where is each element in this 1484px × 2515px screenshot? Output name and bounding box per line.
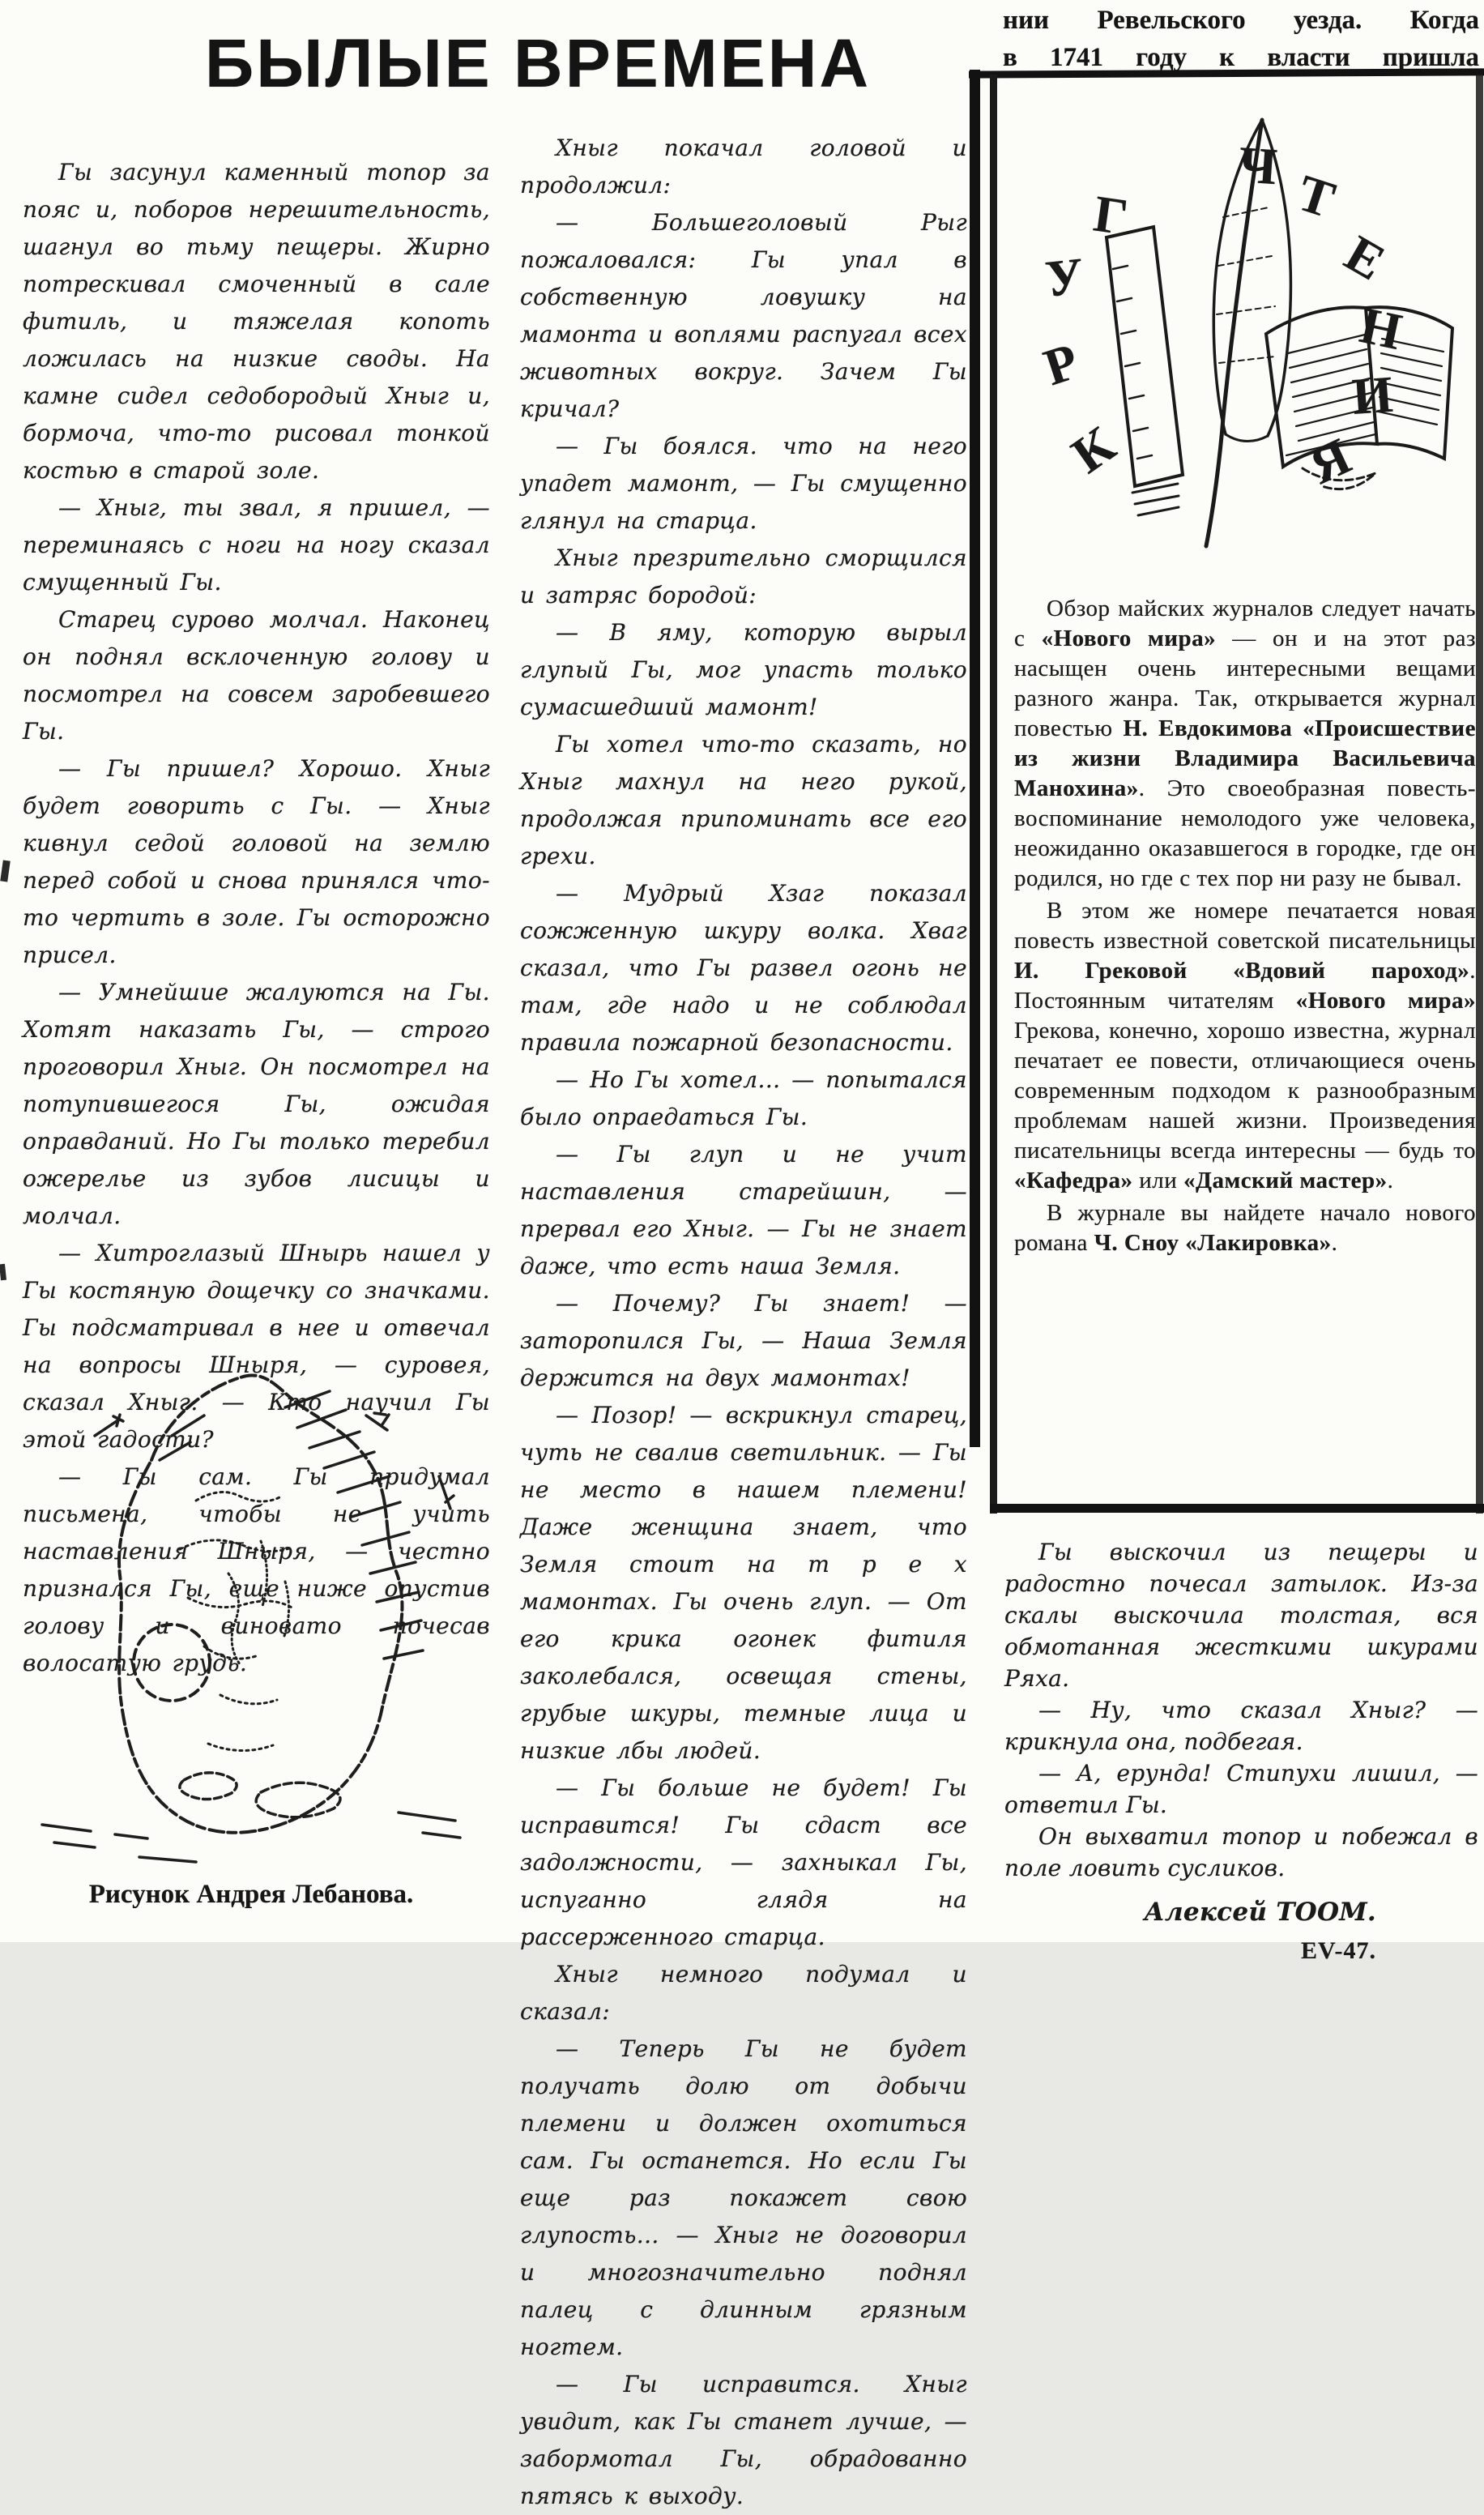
paragraph: — В яму, которую вырыл глупый Гы, мог упасть только сумасшедший мамонт!: [520, 619, 967, 720]
paragraph: — Позор! — вскрикнул старец, чуть не свалив светильник. — Гы не место в нашем племени! Даже женщина знает, что Земля стоит на т р е х мамонтах. Гы очень глуп. — От его крика огонек фитиля заколебался, освещая стены, грубые шкуры, темные лица и низкие лбы людей.: [520, 1402, 967, 1764]
paragraph: — Гы пришел? Хорошо. Хныг будет говорить с Гы. — Хныг кивнул седой головой на землю перед собой и снова принялся что-то чертить в золе. Гы осторожно присел.: [23, 755, 490, 968]
ending-paragraphs: [1004, 1536, 1478, 1884]
paragraph: В этом же номере печатается новая повесть известной советской писательницы И. Грековой «Вдовий пароход». Постоянным читателям «Нового мира» Грекова, конечно, хорошо известна, журнал печатает ее повести, отличающиеся очень современным подходом к разнообразным проблемам нашей жизни. Произведения писательницы всегда интересны — будь то «Кафедра» или «Дамский мастер».: [1014, 898, 1477, 1193]
paragraph: — Гы глуп и не учит наставления старейшин, — прервал его Хныг. — Гы не знает даже, что есть наша Земля.: [520, 1141, 967, 1279]
emblem-letter: Р: [1037, 331, 1085, 397]
emblem-letter: Е: [1336, 224, 1395, 292]
story-ending-block: [1004, 1536, 1478, 1966]
paragraph: — Мудрый Хзаг показал сожженную шкуру волка. Хваг сказал, что Гы развел огонь не там, где надо и не соблюдал правила пожарной безопасности.: [520, 880, 967, 1056]
paragraph: — Хныг, ты звал, я пришел, — переминаясь с ноги на ногу сказал смущенный Гы.: [23, 494, 490, 596]
emblem-letter: Г: [1090, 184, 1132, 246]
paragraph: — А, ерунда! Стипухи лишил, — ответил Гы.: [1004, 1760, 1478, 1818]
paragraph: В журнале вы найдете начало нового романа Ч. Сноу «Лакировка».: [1014, 1200, 1476, 1256]
paragraph: — Почему? Гы знает! — заторопился Гы, — Наша Земля держится на двух мамонтах!: [520, 1290, 967, 1391]
paragraph: — Гы сам. Гы придумал письмена, чтобы не учить наставления Шныря, — честно признался Гы, еще ниже опустив голову и виновато почесав волосатую грудь.: [23, 1463, 490, 1676]
paragraph: в 1741 году к власти пришла: [1003, 43, 1479, 72]
ruler-icon: [1107, 227, 1183, 486]
emblem-letter: И: [1350, 365, 1395, 425]
paragraph: Он выхватил топор и побежал в поле ловить сусликов.: [1004, 1823, 1478, 1881]
reading-circle-emblem: [1011, 94, 1477, 583]
paragraph: — Большеголовый Рыг пожаловался: Гы упал в собственную ловушку на мамонта и воплями распугал всех животных вокруг. Зачем Гы кричал?: [520, 209, 967, 422]
paragraph: Гы хотел что-то сказать, но Хныг махнул на него рукой, продолжая припоминать все его грехи.: [520, 731, 967, 869]
paragraph: Хныг презрительно сморщился и затряс бородой:: [520, 544, 967, 608]
paragraph: — Ну, что сказал Хныг? — крикнула она, подбегая.: [1004, 1697, 1478, 1755]
author-signature: Алексей ТООМ.: [1144, 1898, 1376, 1927]
paragraph: нии Ревельского уезда. Когда: [1003, 6, 1479, 35]
paragraph: Гы засунул каменный топор за пояс и, поборов нерешительность, шагнул во тьму пещеры. Жирно потрескивал смоченный в сале фитиль, и тяжелая копоть ложилась на низкие своды. На камне сидел седобородый Хныг и, бормоча, что-то рисовал тонкой костью в старой золе.: [23, 159, 490, 484]
paragraph: — Гы исправится. Хныг увидит, как Гы станет лучше, — забормотал Гы, обрадованно пятясь к выходу.: [520, 2371, 967, 2509]
emblem-letter: У: [1043, 246, 1087, 308]
paragraph: Старец сурово молчал. Наконец он поднял всклоченную голову и посмотрел на совсем заробевшего Гы.: [23, 606, 490, 745]
emblem-letter: К: [1061, 415, 1126, 485]
emblem-letter: Ч: [1237, 135, 1279, 196]
reading-circle-review: [1014, 594, 1476, 1261]
paragraph: Хныг немного подумал и сказал:: [520, 1961, 967, 2025]
author-code: EV-47.: [1301, 1937, 1376, 1964]
box-right-rule: [1476, 75, 1483, 1514]
emblem-letter: Н: [1355, 296, 1407, 361]
paragraph: Хныг покачал головой и продолжил:: [520, 135, 967, 199]
paragraph: — Умнейшие жалуются на Гы. Хотят наказать Гы, — строго проговорил Хныг. Он посмотрел на потупившегося Гы, ожидая оправданий. Но Гы только теребил ожерелье из зубов лисицы и молчал.: [23, 979, 490, 1229]
paragraph: — Гы боялся. что на него упадет мамонт, — Гы смущенно глянул на старца.: [520, 433, 967, 534]
box-left-rule: [990, 75, 997, 1514]
print-artifact: [0, 860, 11, 882]
cave-drawing-illustration: [18, 1339, 494, 1873]
paragraph: Гы выскочил из пещеры и радостно почесал затылок. Из-за скалы выскочила толстая, вся обмотанная жесткими шкурами Ряха.: [1004, 1539, 1478, 1692]
emblem-letter: Я: [1300, 426, 1359, 495]
paragraph: — Теперь Гы не будет получать долю от добычи племени и должен охотиться сам. Гы останется. Но если Гы еще раз покажет свою глупость... — Хныг не договорил и многозначительно поднял палец с длинным грязным ногтем.: [520, 2035, 967, 2360]
column-divider-rule: [970, 70, 980, 1447]
paragraph: — Гы больше не будет! Гы исправится! Гы сдаст все задолжности, — захныкал Гы, испуганно глядя на рассерженного старца.: [520, 1774, 967, 1950]
adjacent-article-fragment: [1003, 2, 1479, 76]
paragraph: — Но Гы хотел... — попытался было опраедаться Гы.: [520, 1066, 967, 1130]
box-bottom-rule: [990, 1504, 1484, 1513]
paragraph: Обзор майских журналов следует начать с «Нового мира» — он и на этот раз насыщен очень интересными вещами разного жанра. Так, открывается журнал повестью Н. Евдокимова «Происшествие из жизни Владимира Васильевича Манохина». Это своеобразная повесть-воспоминание немолодого уже человека, неожиданно оказавшегося в городке, где он родился, но где с тех пор ни разу не бывал.: [1014, 596, 1476, 891]
story-column-2: [520, 130, 967, 2515]
illustration-caption: Рисунок Андрея Лебанова.: [88, 1880, 414, 1909]
print-artifact: [0, 1264, 6, 1281]
article-title: БЫЛЫЕ ВРЕМЕНА: [204, 25, 872, 101]
emblem-letter: Т: [1290, 163, 1342, 229]
paragraph: — Хитроглазый Шнырь нашел у Гы костяную дощечку со значками. Гы подсматривал в нее и отвечал на вопросы Шныря, — суровея, сказал Хныг. — Кто научил Гы этой гадости?: [23, 1240, 490, 1453]
